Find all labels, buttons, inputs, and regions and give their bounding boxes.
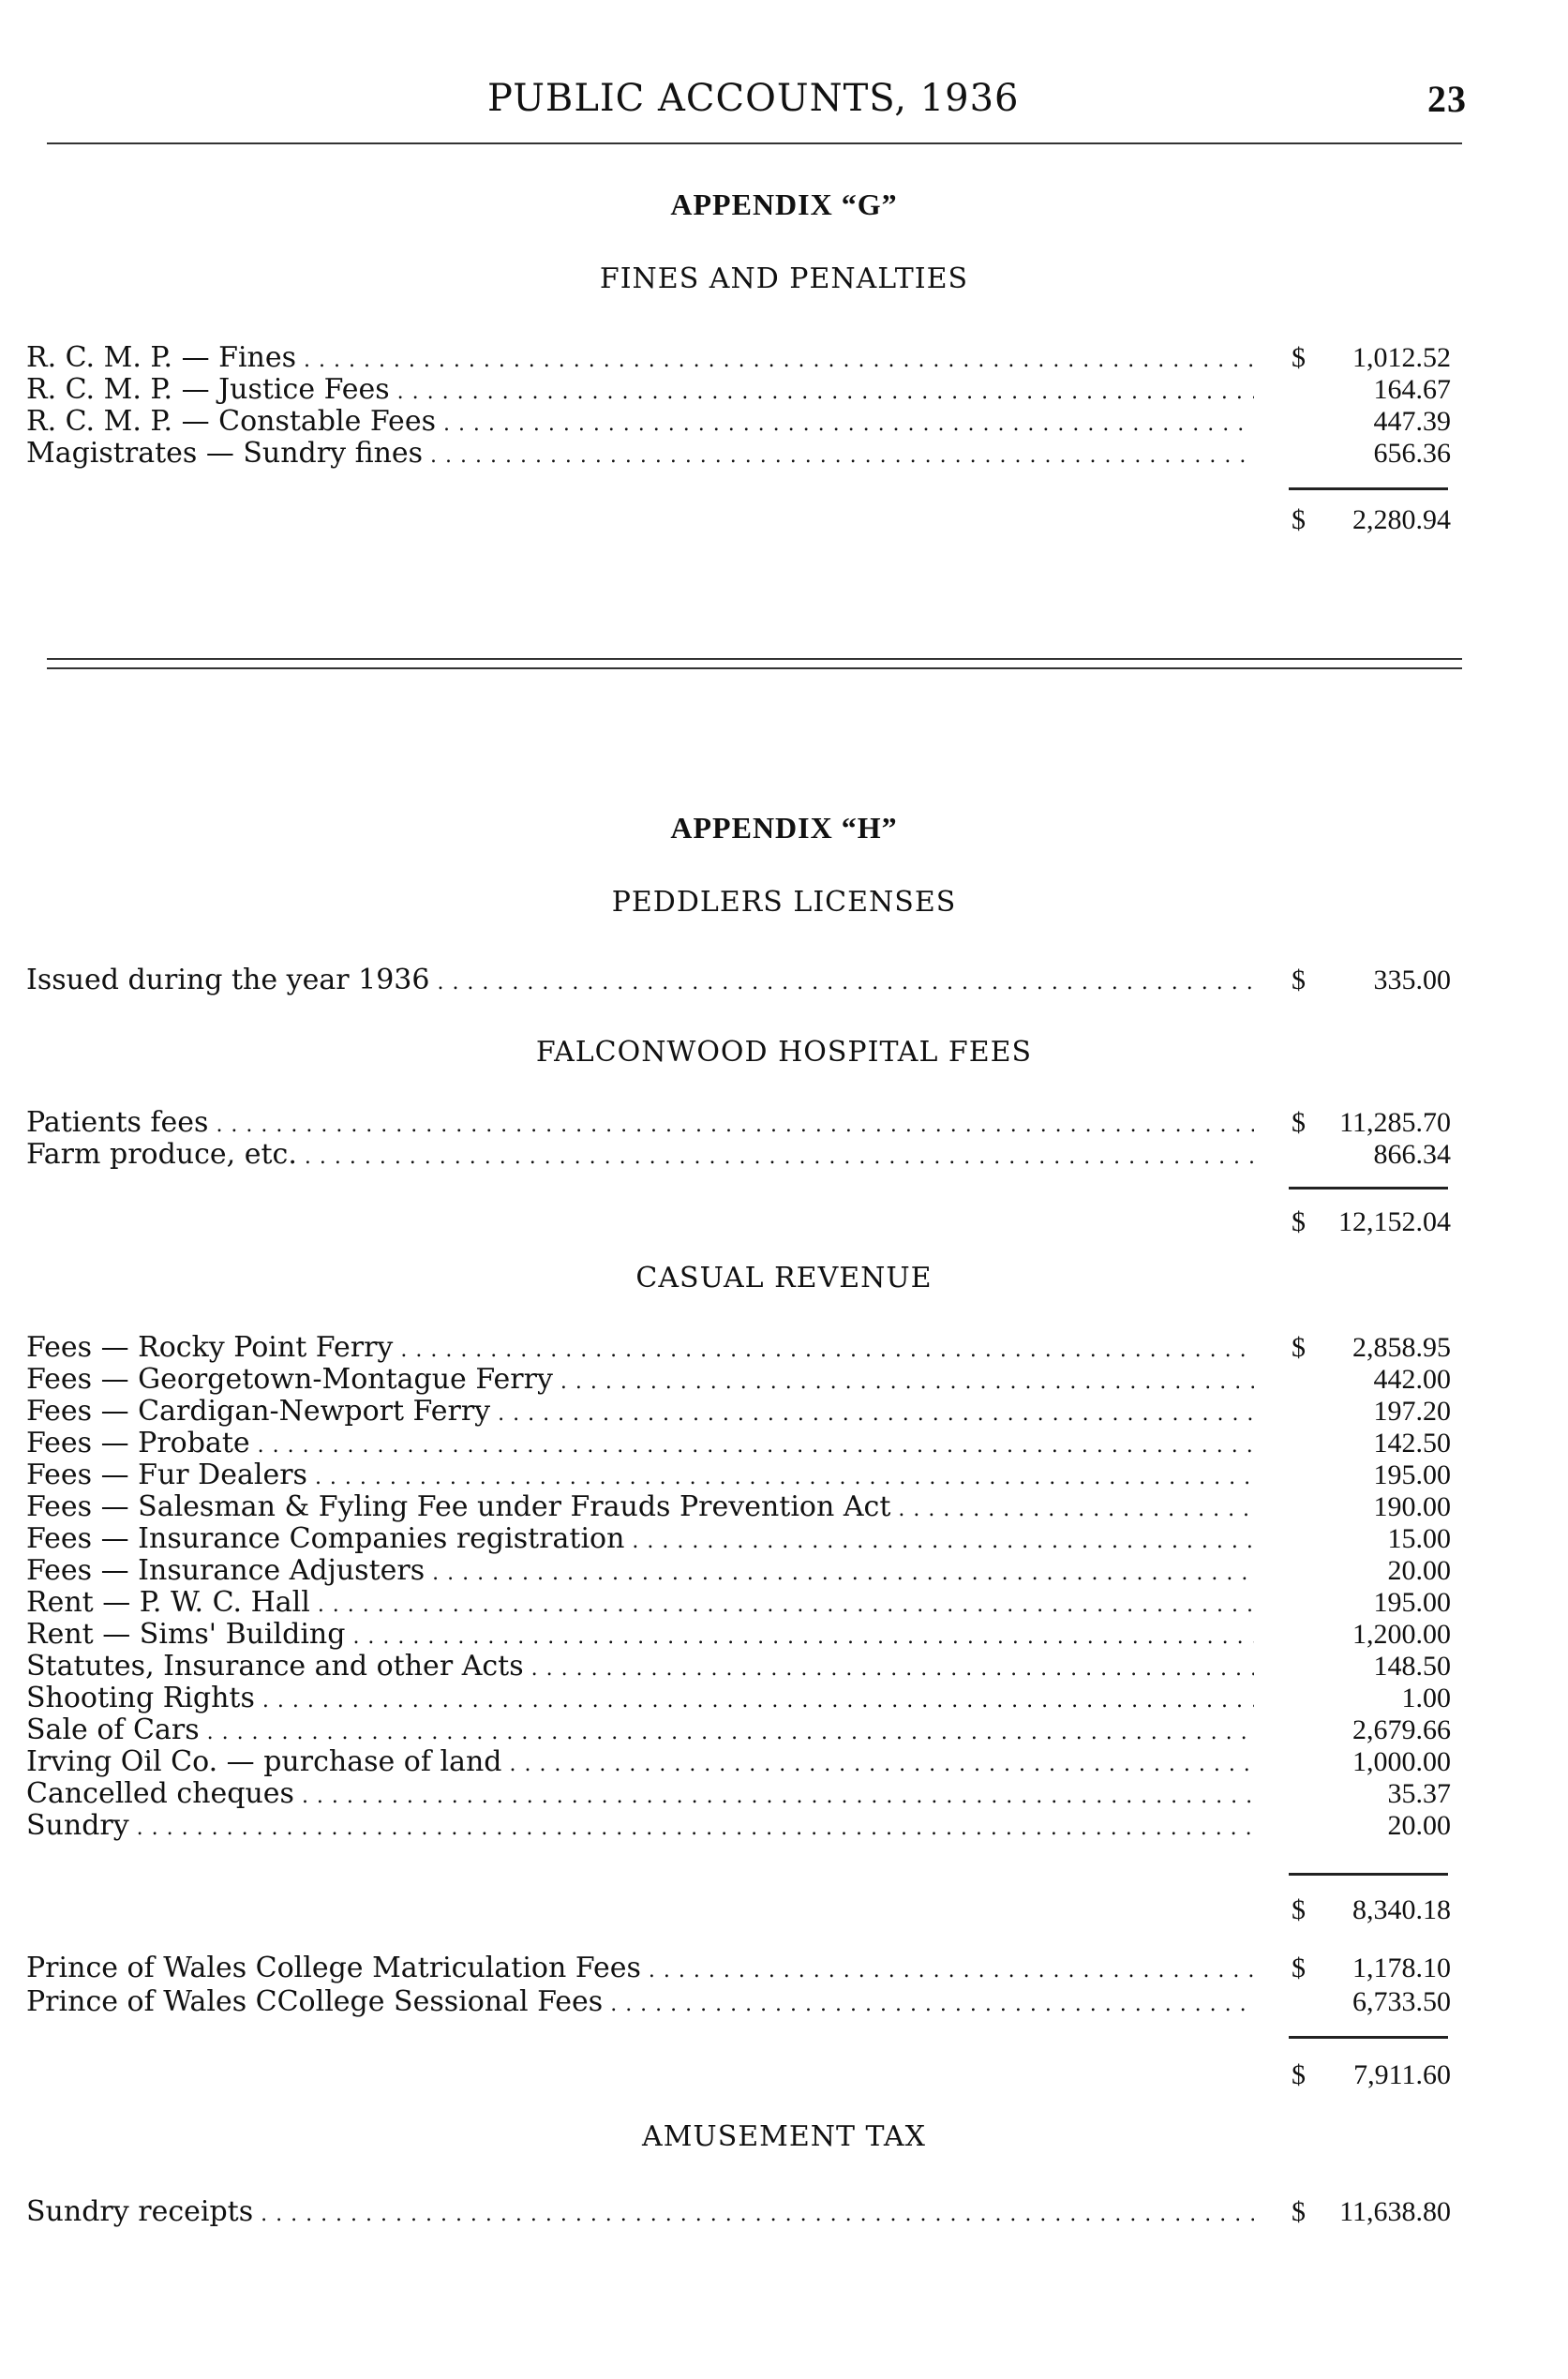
row-label: Fees — Insurance Adjusters . . .: [26, 1554, 1254, 1591]
table-row: [26, 1745, 1451, 1779]
row-amount: 20.00: [1387, 1555, 1451, 1586]
table-row: [26, 1106, 1451, 1140]
table-row: [26, 1363, 1451, 1397]
page-number: 23: [1427, 78, 1467, 120]
row-amount: 1,178.10: [1352, 1953, 1451, 1983]
row-label: Irving Oil Co. — purchase of land . . .: [26, 1745, 1254, 1782]
table-row: [26, 1952, 1451, 1985]
row-amount: 164.67: [1373, 374, 1451, 405]
table-row: [26, 1985, 1451, 2019]
row-amount: 195.00: [1373, 1587, 1451, 1618]
table-row: [26, 1713, 1451, 1747]
row-amount: 197.20: [1373, 1396, 1451, 1427]
row-amount: 15.00: [1387, 1523, 1451, 1554]
row-label: Fees — Rocky Point Ferry . . .: [26, 1331, 1254, 1368]
section-divider: [47, 667, 1462, 669]
dollar-sign: $: [1292, 2059, 1306, 2090]
row-label: Sundry . . .: [26, 1809, 1254, 1846]
table-row: [26, 1331, 1451, 1365]
fines-total: [1289, 503, 1451, 537]
dollar-sign: $: [1292, 1206, 1306, 1237]
row-amount: 1,200.00: [1352, 1619, 1451, 1650]
table-row: [26, 1682, 1451, 1715]
row-label: R. C. M. P. — Justice Fees . . .: [26, 373, 1254, 410]
table-row: [26, 437, 1451, 471]
table-row: [26, 2195, 1451, 2229]
dollar-sign: $: [1292, 342, 1306, 373]
row-label: Shooting Rights . . .: [26, 1682, 1254, 1718]
running-header: [28, 77, 1467, 133]
row-amount: 190.00: [1373, 1491, 1451, 1522]
table-row: [26, 1586, 1451, 1620]
table-row: [26, 1395, 1451, 1429]
row-label: Issued during the year 1936 . . .: [26, 964, 1254, 1000]
dollar-sign: $: [1292, 1894, 1306, 1925]
table-row: [26, 1650, 1451, 1683]
row-amount: 1,000.00: [1352, 1746, 1451, 1777]
row-label: Magistrates — Sundry fines . . .: [26, 437, 1254, 473]
table-row: [26, 1618, 1451, 1652]
row-label: Patients fees . . .: [26, 1106, 1254, 1143]
casual-revenue-heading: CASUAL REVENUE: [635, 1262, 933, 1294]
total-amount: 2,280.94: [1352, 504, 1451, 535]
table-row: [26, 1138, 1451, 1172]
total-amount: 12,152.04: [1338, 1206, 1451, 1237]
dollar-sign: $: [1292, 504, 1306, 535]
row-amount: 447.39: [1373, 406, 1451, 437]
row-label: Rent — Sims' Building . . .: [26, 1618, 1254, 1654]
appendix-h-title: APPENDIX “H”: [670, 811, 898, 845]
appendix-g-title: APPENDIX “G”: [670, 187, 898, 221]
table-row: [26, 1427, 1451, 1460]
row-amount: 35.37: [1387, 1778, 1451, 1809]
table-row: [26, 1490, 1451, 1524]
row-label: Statutes, Insurance and other Acts . . .: [26, 1650, 1254, 1686]
table-row: [26, 1809, 1451, 1843]
total-rule: [1289, 1873, 1448, 1876]
section-divider: [47, 658, 1462, 660]
amusement-tax-heading: AMUSEMENT TAX: [642, 2120, 926, 2153]
row-amount: 1.00: [1401, 1683, 1451, 1713]
row-label: Fees — Fur Dealers . . .: [26, 1459, 1254, 1495]
row-amount: 442.00: [1373, 1364, 1451, 1395]
row-amount: 11,285.70: [1339, 1107, 1451, 1138]
total-rule: [1289, 487, 1448, 490]
row-label: Prince of Wales College Matriculation Fees . . .: [26, 1952, 1254, 1988]
row-amount: 20.00: [1387, 1810, 1451, 1841]
row-label: R. C. M. P. — Constable Fees . . .: [26, 405, 1254, 441]
table-row: [26, 1554, 1451, 1588]
falconwood-total: [1289, 1205, 1451, 1239]
table-row: [26, 964, 1451, 997]
dollar-sign: $: [1292, 1953, 1306, 1983]
row-amount: 142.50: [1373, 1428, 1451, 1459]
running-title: PUBLIC ACCOUNTS, 1936: [487, 77, 1020, 120]
dollar-sign: $: [1292, 1107, 1306, 1138]
row-label: Sundry receipts . . .: [26, 2195, 1254, 2232]
peddlers-section-heading: PEDDLERS LICENSES: [611, 886, 957, 919]
row-amount: 195.00: [1373, 1459, 1451, 1490]
fines-section-heading: FINES AND PENALTIES: [599, 262, 969, 295]
table-row: [26, 1459, 1451, 1492]
table-row: [26, 405, 1451, 439]
row-amount: 656.36: [1373, 438, 1451, 469]
total-amount: 7,911.60: [1353, 2059, 1451, 2090]
dollar-sign: $: [1292, 2196, 1306, 2227]
row-label: Fees — Georgetown-Montague Ferry . . .: [26, 1363, 1254, 1399]
row-label: Fees — Cardigan-Newport Ferry . . .: [26, 1395, 1254, 1431]
row-label: R. C. M. P. — Fines . . .: [26, 341, 1254, 378]
row-label: Prince of Wales CCollege Sessional Fees . . .: [26, 1985, 1254, 2022]
total-rule: [1289, 1187, 1448, 1190]
total-amount: 8,340.18: [1352, 1894, 1451, 1925]
table-row: [26, 373, 1451, 407]
row-amount: 2,858.95: [1352, 1332, 1451, 1363]
row-label: Fees — Insurance Companies registration . . .: [26, 1522, 1254, 1559]
row-amount: 335.00: [1373, 965, 1451, 995]
row-amount: 2,679.66: [1352, 1714, 1451, 1745]
dollar-sign: $: [1292, 1332, 1306, 1363]
table-row: [26, 1522, 1451, 1556]
row-label: Cancelled cheques . . .: [26, 1777, 1254, 1814]
casual-revenue-total: [1289, 1893, 1451, 1927]
row-label: Sale of Cars . . .: [26, 1713, 1254, 1750]
row-amount: 1,012.52: [1352, 342, 1451, 373]
table-row: [26, 1777, 1451, 1811]
row-amount: 11,638.80: [1339, 2196, 1451, 2227]
college-fees-total: [1289, 2058, 1451, 2092]
row-label: Rent — P. W. C. Hall . . .: [26, 1586, 1254, 1623]
row-label: Fees — Probate . . .: [26, 1427, 1254, 1463]
total-rule: [1289, 2036, 1448, 2039]
falconwood-section-heading: FALCONWOOD HOSPITAL FEES: [535, 1036, 1033, 1069]
table-row: [26, 341, 1451, 375]
row-label: Fees — Salesman & Fyling Fee under Frauds Prevention Act . . .: [26, 1490, 1254, 1527]
dollar-sign: $: [1292, 965, 1306, 995]
row-amount: 148.50: [1373, 1651, 1451, 1682]
row-amount: 6,733.50: [1352, 1986, 1451, 2017]
row-label: Farm produce, etc. . . .: [26, 1138, 1254, 1175]
row-amount: 866.34: [1373, 1139, 1451, 1170]
header-rule: [47, 142, 1462, 144]
